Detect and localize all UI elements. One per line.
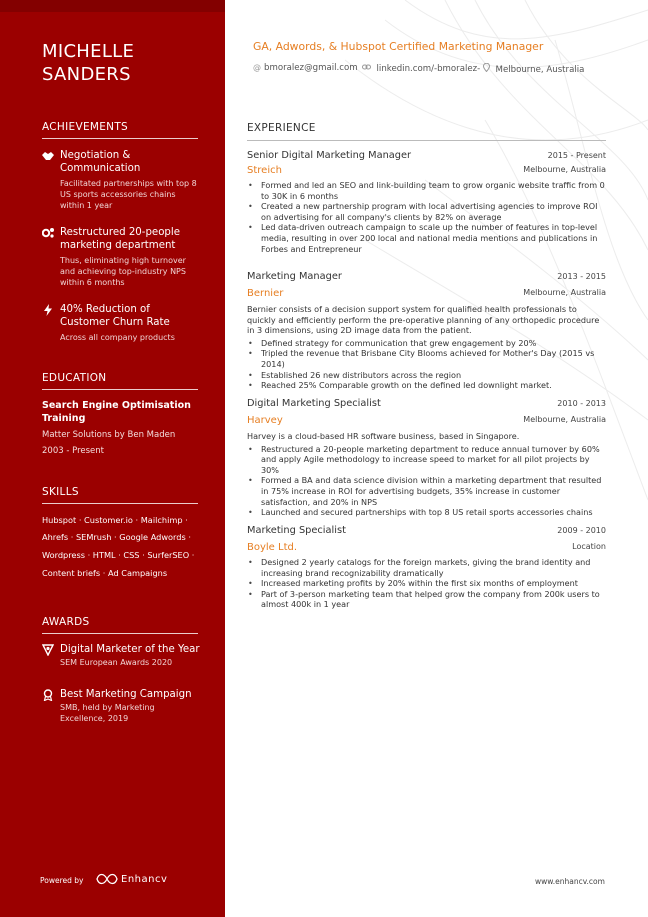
job-company: Harvey bbox=[247, 415, 283, 426]
job-bullet: • Tripled the revenue that Brisbane City Blooms achieved for Mother's Day (2015 vs 2014) bbox=[247, 348, 606, 369]
job-dates: 2010 - 2013 bbox=[557, 399, 606, 408]
job-bullets bbox=[247, 557, 606, 610]
job-bullet: • Designed 2 yearly catalogs for the foreign markets, giving the brand identity and increasing brand recognizability dramatically bbox=[247, 557, 606, 578]
website-link[interactable]: www.enhancv.com bbox=[535, 877, 605, 886]
candidate-name bbox=[42, 40, 212, 86]
achievements-heading: ACHIEVEMENTS bbox=[42, 121, 198, 139]
award-desc: SMB, held by Marketing Excellence, 2019 bbox=[60, 703, 155, 723]
skill-line: Content briefs · Ad Campaigns bbox=[42, 568, 168, 578]
job-bullets bbox=[247, 338, 606, 391]
job-location: Melbourne, Australia bbox=[523, 165, 606, 174]
job-bullets bbox=[247, 444, 606, 518]
job-bullet: • Established 26 new distributors across the region bbox=[247, 370, 606, 381]
education-heading: EDUCATION bbox=[42, 372, 198, 390]
job-title: Senior Digital Marketing Manager bbox=[247, 150, 412, 161]
job-location: Melbourne, Australia bbox=[523, 415, 606, 424]
achievement-desc: Thus, eliminating high turnover and achieving top-industry NPS within 6 months bbox=[60, 256, 186, 287]
job-company: Streich bbox=[247, 165, 282, 176]
job-bullet: • Increased marketing profits by 20% within the first six months of employment bbox=[247, 578, 606, 589]
education-dates: 2003 - Present bbox=[42, 446, 104, 456]
location-pin-icon bbox=[483, 65, 493, 74]
skills-heading: SKILLS bbox=[42, 486, 198, 504]
achievement-desc: Across all company products bbox=[60, 333, 175, 342]
job-bullet: • Led data-driven outreach campaign to scale up the number of features in top-level media, resulting in over 200 local and national media mentions and publications in Forbes and Entrepreneur bbox=[247, 222, 606, 254]
award-item bbox=[42, 643, 202, 668]
trophy-icon bbox=[42, 644, 54, 656]
job-description: Harvey is a cloud-based HR software business, based in Singapore. bbox=[247, 431, 520, 441]
job-dates: 2013 - 2015 bbox=[557, 272, 606, 281]
achievement-desc: Facilitated partnerships with top 8 US sports accessories chains within 1 year bbox=[60, 179, 197, 210]
job-dates: 2009 - 2010 bbox=[557, 526, 606, 535]
at-icon: @ bbox=[253, 63, 261, 72]
awards-heading: AWARDS bbox=[42, 616, 198, 634]
skill-line: Ahrefs · SEMrush · Google Adwords · bbox=[42, 532, 191, 542]
job-bullets bbox=[247, 180, 606, 254]
job-description: Bernier consists of a decision support system for qualified health professionals to quickly and efficiently perform the pre-operative planning of any orthopedic procedure in 3 dimensions, using 2D image data from the patient. bbox=[247, 304, 600, 336]
handshake-icon bbox=[42, 150, 54, 162]
job-dates: 2015 - Present bbox=[547, 151, 606, 160]
award-title: Digital Marketer of the Year bbox=[60, 644, 200, 655]
job-location: Location bbox=[572, 542, 606, 551]
job-title: Marketing Specialist bbox=[247, 525, 346, 536]
job-bullet: • Created a new partnership program with local advertising agencies to improve ROI on advertising for all company's clients by 82% on average bbox=[247, 201, 606, 222]
enhancv-logo-icon bbox=[96, 873, 118, 885]
job-company: Bernier bbox=[247, 288, 284, 299]
experience-entry bbox=[247, 525, 606, 610]
achievement-title: Negotiation & Communication bbox=[60, 150, 141, 174]
achievement-item bbox=[42, 226, 202, 288]
education-title: Search Engine Optimisation Training bbox=[42, 400, 191, 424]
headline: GA, Adwords, & Hubspot Certified Marketing Manager bbox=[253, 40, 544, 53]
lightning-icon bbox=[42, 304, 54, 316]
achievement-item bbox=[42, 303, 202, 343]
experience-entry bbox=[247, 150, 606, 254]
experience-entry bbox=[247, 398, 606, 518]
experience-heading: EXPERIENCE bbox=[247, 122, 606, 141]
contact-email[interactable] bbox=[253, 63, 358, 73]
gears-icon bbox=[42, 227, 54, 239]
medal-icon bbox=[42, 689, 54, 701]
first-name: MICHELLE bbox=[42, 41, 135, 62]
enhancv-brand: Enhancv bbox=[121, 874, 168, 885]
sidebar-top-strip bbox=[0, 0, 225, 12]
job-bullet: • Restructured a 20-people marketing department to reduce annual turnover by 60% and apply Agile methodology to increase speed to market for all pilot projects by 30% bbox=[247, 444, 606, 476]
powered-by-label: Powered by bbox=[40, 876, 84, 885]
award-desc: SEM European Awards 2020 bbox=[60, 658, 173, 667]
education-org: Matter Solutions by Ben Maden bbox=[42, 430, 176, 440]
job-bullet: • Launched and secured partnerships with top 8 US retail sports accessories chains bbox=[247, 507, 606, 518]
email-text: bmoralez@gmail.com bbox=[264, 63, 358, 73]
job-bullet: • Part of 3-person marketing team that helped grow the company from 200k users to almost 400k in 1 year bbox=[247, 589, 606, 610]
job-bullet: • Formed and led an SEO and link-building team to grow organic website traffic from 0 to 30K in 6 months bbox=[247, 180, 606, 201]
skill-line: Hubspot · Customer.io · Mailchimp · bbox=[42, 515, 188, 525]
job-title: Marketing Manager bbox=[247, 271, 342, 282]
award-item bbox=[42, 688, 202, 724]
linkedin-text: linkedin.com/-bmoralez- bbox=[376, 64, 481, 74]
last-name: SANDERS bbox=[42, 64, 131, 85]
enhancv-logo[interactable] bbox=[96, 873, 167, 885]
contact-linkedin[interactable] bbox=[362, 63, 480, 74]
skill-line: Wordpress · HTML · CSS · SurferSEO · bbox=[42, 550, 195, 560]
contact-location bbox=[483, 63, 584, 75]
job-bullet: • Formed a BA and data science division within a marketing department that resulted in 75% increase in ROI for advertising budgets, 35% increase in customer satisfaction, and 20% in NPS bbox=[247, 475, 606, 507]
experience-entry bbox=[247, 271, 606, 391]
job-company: Boyle Ltd. bbox=[247, 542, 298, 553]
link-icon bbox=[362, 64, 374, 73]
job-bullet: • Reached 25% Comparable growth on the defined led downlight market. bbox=[247, 380, 606, 391]
achievement-item bbox=[42, 149, 202, 211]
job-location: Melbourne, Australia bbox=[523, 288, 606, 297]
job-bullet: • Defined strategy for communication that grew engagement by 20% bbox=[247, 338, 606, 349]
job-title: Digital Marketing Specialist bbox=[247, 398, 381, 409]
award-title: Best Marketing Campaign bbox=[60, 689, 192, 700]
location-text: Melbourne, Australia bbox=[495, 65, 585, 75]
achievement-title: Restructured 20-people marketing department bbox=[60, 227, 180, 251]
achievement-title: 40% Reduction of Customer Churn Rate bbox=[60, 304, 170, 328]
